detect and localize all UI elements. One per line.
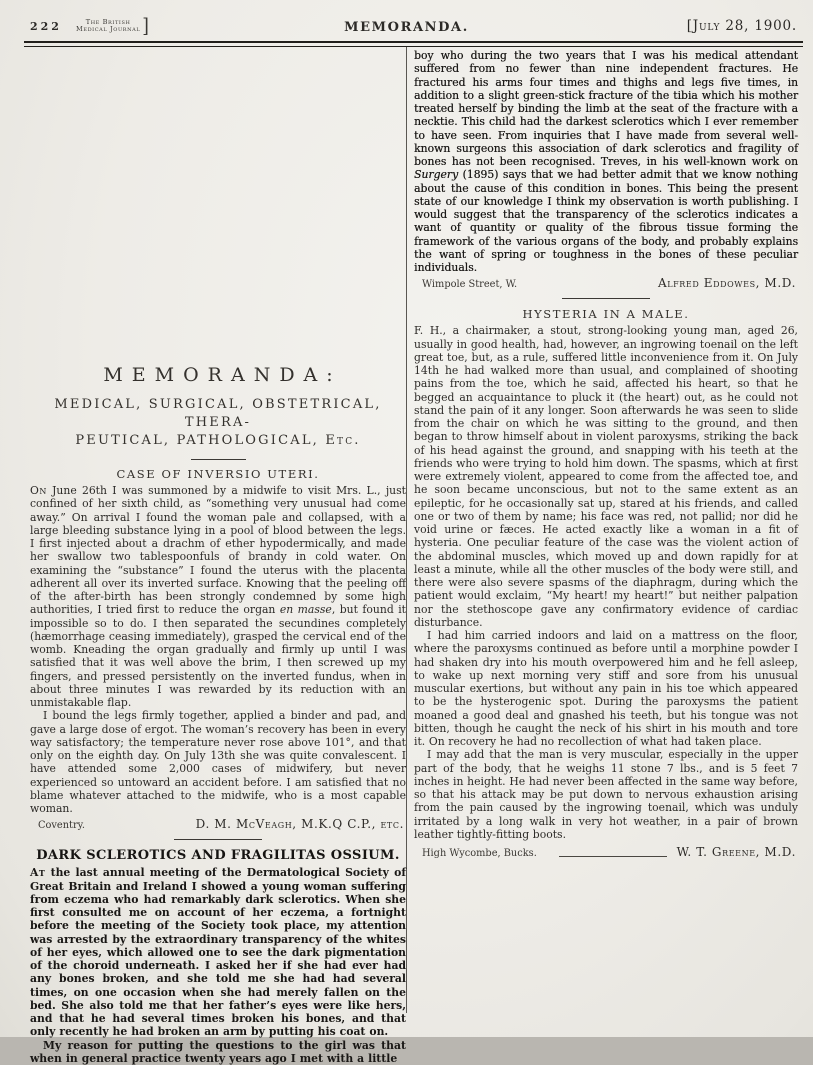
article-inversio-uteri xyxy=(30,467,406,831)
signature-name: W. T. Greene, M.D. xyxy=(677,845,798,859)
memoranda-masthead xyxy=(30,364,406,460)
memoranda-title: MEMORANDA: xyxy=(30,364,406,386)
paragraph: I had him carried indoors and laid on a mattress on the floor, where the paroxysms continued as before until a morphine powder I had shaken dry into his mouth overpowered him and he fell asleep, to wake up next morning very stiff and sore from his unusual muscular exertions, but without any pain in his toe which appeared to be the hysterogenic spot. During the paroxysms the patient moaned a good deal and gnashed his teeth, but his tongue was not bitten, though he caught the neck of his shirt in his mouth and tore it. On recovery he had no recollection of what had taken place. xyxy=(414,629,798,748)
signature-place: Wimpole Street, W. xyxy=(414,279,517,290)
column-divider xyxy=(406,47,407,1013)
signature-name: D. M. McVeagh, M.K.Q C.P., etc. xyxy=(196,817,406,831)
page-number: 222 xyxy=(30,20,62,33)
text-segment-italic: en masse xyxy=(280,603,332,616)
paragraph: On June 26th I was summoned by a midwife to visit Mrs. L., just confined of her sixth child, as “something very unusual had come away.” On arrival I found the woman pale and collapsed, with a large bleeding substance lying in a pool of blood between the legs. I first injected about a drachm of ether hypodermically, and made her swallow two tablespoonfuls of brandy in cold water. On examining the “substance” I found the uterus with the placenta adherent all over its inverted surface. Knowing that the peeling off of the after-birth has been strongly condemned by some high authorities, I tried first to reduce the organ en masse, but found it impossible so to do. I then separated the secundines completely (hæmorrhage ceasing immediately), grasped the cervical end of the womb. Kneading the organ gradually and firmly up until I was satisfied that it was well above the brim, I then screwed up my fingers, and pressed persistently on the inverted fundus, when in about three minutes I was rewarded by its reduction with an unmistakable flap. xyxy=(30,484,406,709)
signature-place: Coventry. xyxy=(30,820,85,831)
paragraph: boy who during the two years that I was his medical attendant suffered from no fewer than nine independent fractures. He fractured his arms four times and thighs and legs five times, in addition to a slight green-stick fracture of the tibia which his mother treated herself by binding the limb at the seat of the fracture with a necktie. This child had the darkest sclerotics which I ever remember to have seen. From inquiries that I have made from several well-known surgeons this association of dark sclerotics and fragility of bones has not been recognised. Treves, in his well-known work on Surgery (1895) says that we had better admit that we know nothing about the cause of this condition in bones. This being the present state of our knowledge I think my observation is worth publishing. I would suggest that the transparency of the sclerotics indicates a want of quantity or quality of the fibrous tissue forming the framework of the various organs of the body, and probably explains the want of spring or toughness in the bones of these peculiar individuals. xyxy=(414,49,798,274)
bracket-glyph: ] xyxy=(142,18,149,34)
article-title-hysteria: HYSTERIA IN A MALE. xyxy=(414,307,798,321)
right-column xyxy=(414,49,798,859)
header-rule xyxy=(24,41,803,47)
paragraph: I bound the legs firmly together, applied a binder and pad, and gave a large dose of ergot. The woman’s recovery has been in every way satisfactory; the temperature never rose above 101°, and that only on the eighth day. On July 13th she was quite convalescent. I have attended some 2,000 cases of midwifery, but never experienced so untoward an accident before. I am satisfied that no blame whatever attached to the midwife, who is a most capable woman. xyxy=(30,709,406,815)
paragraph: My reason for putting the questions to the girl was that when in general practice twenty years ago I met with a little xyxy=(30,1039,406,1065)
signature-block-greene xyxy=(414,845,798,859)
article-hysteria xyxy=(414,307,798,859)
text-segment-smallcaps: At xyxy=(30,866,45,879)
memoranda-subtitle-line1: MEDICAL, SURGICAL, OBSTETRICAL, THERA- xyxy=(30,396,406,432)
journal-name-line2: Medical Journal xyxy=(76,26,140,33)
signature-place: High Wycombe, Bucks. xyxy=(414,848,537,859)
page-header xyxy=(0,0,813,42)
journal-name-line1: The British xyxy=(76,19,140,26)
article-title-dark-sclerotics: DARK SCLEROTICS AND FRAGILITAS OSSIUM. xyxy=(30,848,406,863)
signature-block-eddowes xyxy=(414,276,798,290)
memoranda-subtitle-line2: PEUTICAL, PATHOLOGICAL, Etc. xyxy=(30,432,406,450)
issue-date: [July 28, 1900. xyxy=(687,18,797,34)
article-title-inversio-uteri: CASE OF INVERSIO UTERI. xyxy=(30,467,406,481)
text-segment-italic: Surgery xyxy=(414,168,458,181)
article-separator-rule xyxy=(174,839,262,840)
masthead-rule xyxy=(191,459,246,460)
left-column xyxy=(30,364,406,1065)
signature-line xyxy=(559,855,667,857)
article-dark-sclerotics xyxy=(30,848,406,1065)
paragraph: I may add that the man is very muscular, especially in the upper part of the body, that he weighs 11 stone 7 lbs., and is 5 feet 7 inches in height. He had never been affected in the same way before, so that his attack may be put down to nervous exhaustion arising from the pain caused by the ingrowing toenail, which was unduly irritated by a long walk in very hot weather, in a pair of brown leather tightly-fitting boots. xyxy=(414,748,798,841)
paragraph: F. H., a chairmaker, a stout, strong-looking young man, aged 26, usually in good health, had, however, an ingrowing toenail on the left great toe, but, as a rule, suffered little inconvenience from it. On July 14th he had walked more than usual, and complained of shooting pains from the toe, which he said, affected his heart, so that he begged an acquaintance to pluck it (the heart) out, as he could not stand the pain of it any longer. Soon afterwards he was seen to slide from the chair on which he was sitting to the ground, and then began to throw himself about in violent paroxysms, striking the back of his head against the ground, and snapping with his teeth at the friends who were trying to hold him down. The spasms, which at first were extremely violent, appeared to come from the affected toe, and he soon became unconscious, but not to the same extent as an epileptic, for he occasionally sat up, stared at his friends, and called one or two of them by name; his face was red, not pallid; nor did he void urine or fæces. He acted exactly like a woman in a fit of hysteria. One peculiar feature of the case was the violent action of the abdominal muscles, which moved up and down rapidly for at least a minute, while all the other muscles of the body were still, and there were also severe spasms of the diaphragm, during which the patient would exclaim, “My heart! my heart!” but neither palpation nor the stethoscope gave any confirmatory evidence of cardiac disturbance. xyxy=(414,324,798,629)
paragraph: At the last annual meeting of the Dermatological Society of Great Britain and Ireland I showed a young woman suffering from eczema who had remarkably dark sclerotics. When she first consulted me on account of her eczema, a fortnight before the meeting of the Society took place, my attention was arrested by the extraordinary transparency of the whites of her eyes, which allowed one to see the dark pigmentation of the choroid underneath. I asked her if she had ever had any bones broken, and she told me she had had several times, on one occasion when she had merely fallen on the bed. She also told me that her father’s eyes were like hers, and that he had several times broken his bones, and that only recently he had broken an arm by putting his coat on. xyxy=(30,866,406,1038)
running-title: MEMORANDA. xyxy=(0,20,813,35)
article-dark-sclerotics-continued xyxy=(414,49,798,290)
signature-name: Alfred Eddowes, M.D. xyxy=(658,276,798,290)
text-segment-smallcaps: On xyxy=(30,484,47,497)
signature-block-mcveagh xyxy=(30,817,406,831)
article-separator-rule xyxy=(562,298,650,299)
